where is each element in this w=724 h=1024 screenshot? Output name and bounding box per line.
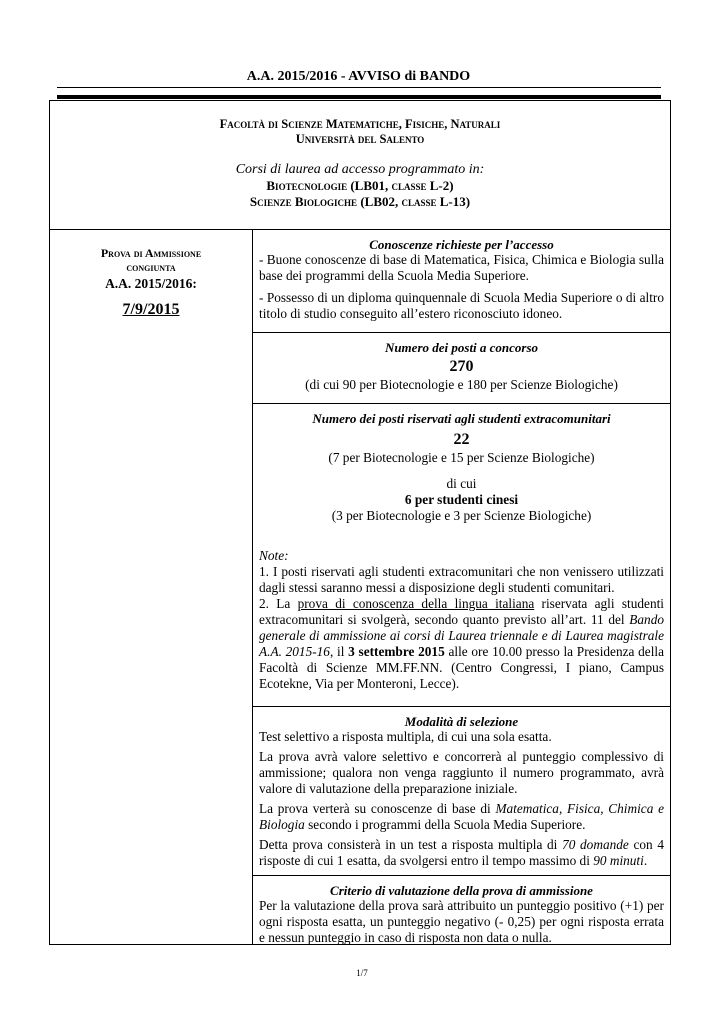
notice-table <box>49 100 671 945</box>
exam-info-column <box>50 230 253 944</box>
note-2-text-c: , il <box>329 644 349 659</box>
selection-p4 <box>259 837 664 869</box>
faculty-heading <box>50 117 670 147</box>
course-scienze-biologiche: Scienze Biologiche (LB02, classe L-13) <box>249 194 471 209</box>
header-rule-thick <box>57 95 661 99</box>
selection-title: Modalità di selezione <box>404 714 519 729</box>
seats-cell <box>253 333 670 404</box>
note-1: 1. I posti riservati agli studenti extracomunitari che non venissero utilizzati dagli stessi saranno messi a disposizione degli studenti comunitari. <box>259 564 664 595</box>
selection-p1: Test selettivo a risposta multipla, di cui una sola esatta. <box>259 729 552 744</box>
criteria-cell <box>253 876 670 944</box>
selection-p3-b: secondo i programmi della Scuola Media Superiore. <box>304 817 586 832</box>
note-2 <box>259 596 664 692</box>
requirements-p1: - Buone conoscenze di base di Matematica, Fisica, Chimica e Biologia sulla base dei programmi della Scuola Media Superiore. <box>259 252 664 283</box>
page-title: A.A. 2015/2016 - AVVISO di BANDO <box>246 69 471 84</box>
selection-duration: 90 minuti <box>593 853 644 868</box>
selection-p3 <box>259 801 664 833</box>
exam-date: 7/9/2015 <box>122 301 180 318</box>
course-biotecnologie: Biotecnologie (LB01, classe L-2) <box>266 178 454 193</box>
selection-p4-c: . <box>643 853 648 868</box>
note-2-date: 3 settembre 2015 <box>348 644 445 659</box>
note-2-text-d: alle ore 10.00 presso la Presidenza della Facoltà di Scienze MM.FF.NN. (Centro Congressi, I piano, Campus Ecotekne, Via per Monteroni, Lecce). <box>259 644 664 691</box>
exam-year: A.A. 2015/2016: <box>105 276 197 291</box>
exam-title <box>50 246 252 274</box>
criteria-title: Criterio di valutazione della prova di ammissione <box>330 883 593 898</box>
university-name: Università del Salento <box>295 132 425 146</box>
selection-p3-a: La prova verterà su conoscenze di base di <box>259 801 496 816</box>
exam-title-line2: congiunta <box>126 260 176 274</box>
selection-cell <box>253 707 670 876</box>
reserved-seats-cell <box>253 404 670 707</box>
seats-number: 270 <box>449 358 474 375</box>
faculty-name: Facoltà di Scienze Matematiche, Fisiche, Naturali <box>219 117 501 131</box>
reserved-number: 22 <box>453 431 470 448</box>
note-2-text-a: 2. La <box>259 596 298 611</box>
italian-test-link: prova di conoscenza della lingua italiana <box>297 596 535 611</box>
selection-p2: La prova avrà valore selettivo e concorrerà al punteggio complessivo di ammissione; qualora non venga raggiunto il numero programmato, avrà valore di valutazione della preparazione iniziale. <box>259 749 664 796</box>
seats-title: Numero dei posti a concorso <box>384 340 539 355</box>
requirements-p2: - Possesso di un diploma quinquennale di Scuola Media Superiore o di altro titolo di studio conseguito all’estero riconosciuto idoneo. <box>259 290 664 321</box>
header-rule-thin <box>57 87 661 88</box>
selection-p4-a: Detta prova consisterà in un test a risposta multipla di <box>259 837 563 852</box>
selection-questions: 70 domande <box>562 837 629 852</box>
reserved-detail: (7 per Biotecnologie e 15 per Scienze Biologiche) <box>328 450 595 465</box>
page-number: 1/7 <box>356 968 368 978</box>
courses-intro: Corsi di laurea ad accesso programmato in: <box>235 162 485 177</box>
requirements-title: Conoscenze richieste per l’accesso <box>369 237 554 252</box>
reserved-title: Numero dei posti riservati agli studenti extracomunitari <box>312 411 611 426</box>
requirements-cell <box>253 230 670 333</box>
selection-p4-b: con 4 risposte di cui 1 esatta, da svolgersi entro il tempo massimo di <box>259 837 665 868</box>
note-2-bando-title: Bando generale di ammissione ai corsi di Laurea triennale e di Laurea magistrale A.A. 2015-16 <box>259 612 664 659</box>
note-2-text-b: riservata agli studenti extracomunitari si svolgerà, secondo quanto previsto all’art. 11 del <box>259 596 664 627</box>
notes-label: Note: <box>259 548 289 563</box>
reserved-chinese: 6 per studenti cinesi <box>404 492 519 507</box>
seats-detail: (di cui 90 per Biotecnologie e 180 per Scienze Biologiche) <box>305 377 618 392</box>
faculty-section <box>50 101 670 230</box>
reserved-dicui: di cui <box>446 476 477 491</box>
selection-subjects: Matematica, Fisica, Chimica e Biologia <box>259 801 664 832</box>
exam-title-line1: Prova di Ammissione <box>100 246 202 260</box>
criteria-p1: Per la valutazione della prova sarà attribuito un punteggio positivo (+1) per ogni risposta esatta, un punteggio negativo (- 0,25) per ogni risposta errata e nessun punteggio in caso di risposta non data o nulla. <box>259 898 664 945</box>
reserved-chinese-detail: (3 per Biotecnologie e 3 per Scienze Biologiche) <box>331 508 592 523</box>
